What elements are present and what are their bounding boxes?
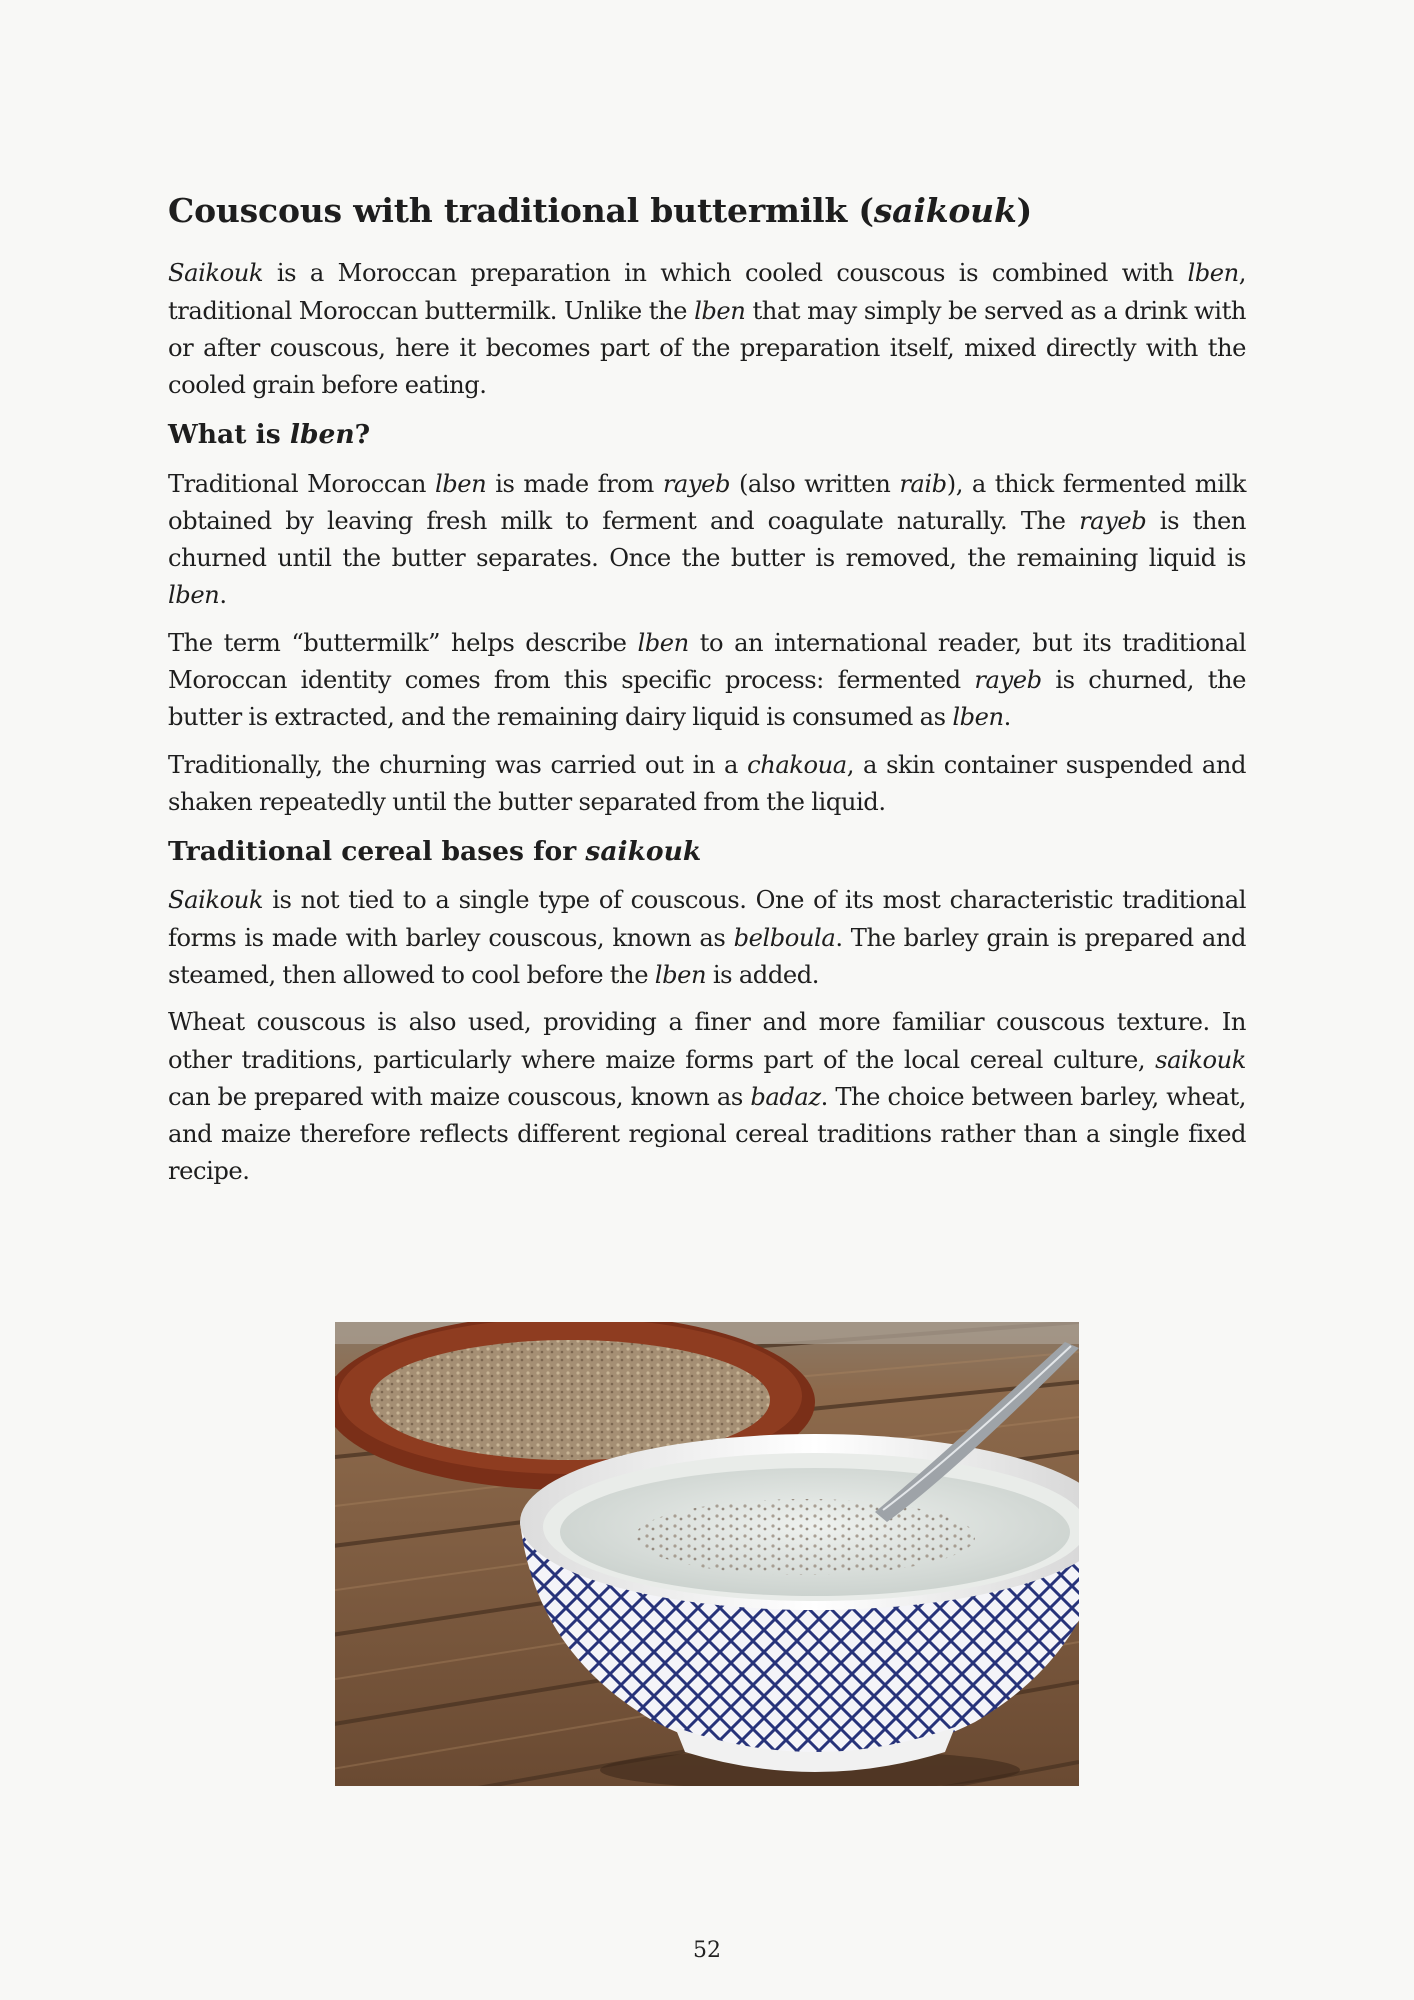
saikouk-bowl-photo bbox=[335, 1322, 1079, 1786]
intro-paragraph: Saikouk is a Moroccan preparation in which cooled couscous is combined with lben, traditional Moroccan buttermilk. Unlike the lben that may simply be served as a drink with or after couscous, here it becomes part of the preparation itself, mixed directly with the cooled grain before eating. bbox=[168, 259, 1246, 400]
page-title bbox=[168, 190, 1246, 231]
lben-paragraph-2: The term “buttermilk” helps describe lben to an international reader, but its traditional Moroccan identity comes from this specific process: fermented rayeb is churned, the butter is extracted, and the remaining dairy liquid is consumed as lben. bbox=[168, 628, 1246, 732]
section-heading-cereal-bases: Traditional cereal bases for saikouk bbox=[168, 836, 702, 868]
page-number: 52 bbox=[693, 1938, 721, 1963]
title-tail: ) bbox=[1016, 191, 1033, 230]
cereal-paragraph-1: Saikouk is not tied to a single type of couscous. One of its most characteristic traditional forms is made with barley couscous, known as belboula. The barley grain is prepared and steamed, then allowed to cool before the lben is added. bbox=[168, 886, 1246, 989]
page-body bbox=[168, 190, 1246, 1201]
lben-paragraph-1: Traditional Moroccan lben is made from rayeb (also written raib), a thick fermented milk obtained by leaving fresh milk to ferment and coagulate naturally. The rayeb is then churned until the butter separates. Once the butter is removed, the remaining liquid is lben. bbox=[168, 469, 1247, 610]
cereal-paragraph-2: Wheat couscous is also used, providing a finer and more familiar couscous texture. In other traditions, particularly where maize forms part of the local cereal culture, saikouk can be prepared with maize couscous, known as badaz. The choice between barley, wheat, and maize therefore reflects different regional cereal traditions rather than a single fixed recipe. bbox=[168, 1008, 1246, 1186]
lben-paragraph-3: Traditionally, the churning was carried out in a chakoua, a skin container suspended and shaken repeatedly until the butter separated from the liquid. bbox=[168, 750, 1246, 816]
title-italic: saikouk bbox=[873, 191, 1017, 230]
title-text: Couscous with traditional buttermilk ( bbox=[168, 191, 874, 230]
photo-illustration bbox=[335, 1322, 1079, 1786]
section-heading-what-is-lben: What is lben? bbox=[168, 419, 371, 451]
